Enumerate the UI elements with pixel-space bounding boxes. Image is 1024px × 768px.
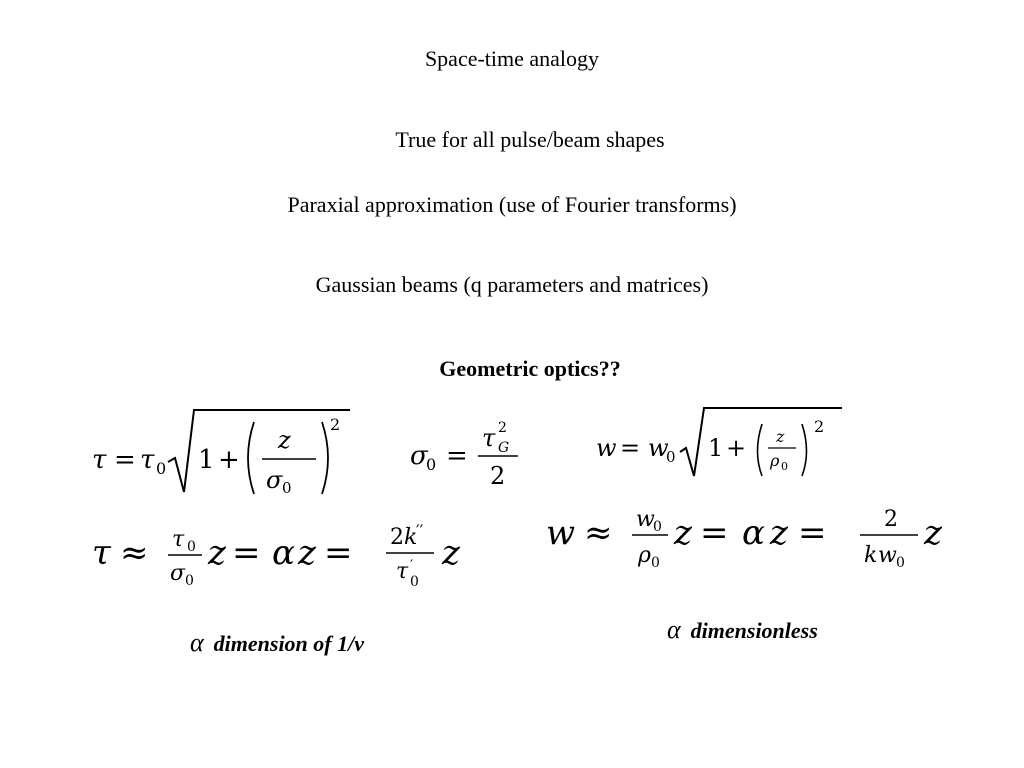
svg-text:w: w (546, 513, 576, 553)
svg-text:τ: τ (482, 424, 496, 452)
point-paraxial: Paraxial approximation (use of Fourier transforms) (287, 192, 737, 217)
alpha-symbol: α (667, 615, 681, 644)
svg-text:=: = (114, 445, 136, 475)
svg-text:τ: τ (92, 533, 111, 573)
svg-text:+: + (218, 445, 240, 475)
note-left-text: dimension of 1/v (213, 631, 364, 656)
equation-sigma-definition (410, 412, 530, 492)
slide-title: Space-time analogy (424, 46, 600, 71)
svg-text:′: ′ (410, 558, 414, 574)
svg-text:z: z (924, 513, 942, 553)
svg-text:z: z (776, 427, 785, 446)
svg-text:0: 0 (781, 460, 788, 473)
svg-text:0: 0 (426, 455, 437, 474)
svg-text:0: 0 (187, 539, 196, 555)
svg-text:0: 0 (156, 459, 167, 478)
point-pulse-shapes: True for all pulse/beam shapes (395, 127, 665, 152)
svg-text:0: 0 (666, 448, 676, 466)
svg-text:0: 0 (185, 573, 194, 589)
svg-text:σ: σ (410, 441, 428, 471)
svg-text:0: 0 (651, 555, 660, 571)
svg-text:z: z (208, 533, 226, 573)
svg-text:=: = (700, 513, 729, 553)
svg-text:2: 2 (390, 525, 404, 550)
point-gaussian-beams: Gaussian beams (q parameters and matrices) (315, 272, 709, 297)
svg-text:τ: τ (396, 559, 409, 584)
svg-text:k: k (404, 525, 418, 550)
svg-text:=: = (446, 441, 468, 471)
svg-text:2: 2 (330, 415, 341, 434)
svg-text:w: w (596, 434, 617, 462)
svg-text:τ: τ (140, 445, 155, 475)
svg-text:G: G (498, 440, 510, 456)
equation-beam-far-field (546, 500, 956, 580)
svg-text:+: + (726, 434, 747, 462)
geometric-optics-question: Geometric optics?? (439, 356, 621, 381)
svg-text:α: α (272, 533, 295, 573)
svg-text:z: z (770, 513, 788, 553)
alpha-symbol: α (190, 628, 204, 657)
svg-text:σ: σ (266, 466, 283, 494)
note-right-text: dimensionless (690, 618, 818, 643)
svg-text:′′: ′′ (416, 521, 424, 540)
svg-text:2: 2 (498, 420, 507, 436)
svg-text:ρ: ρ (638, 543, 651, 568)
svg-text:0: 0 (410, 574, 419, 590)
svg-text:2: 2 (814, 417, 825, 436)
svg-text:τ: τ (172, 527, 185, 552)
svg-text:2: 2 (490, 462, 506, 490)
svg-text:0: 0 (896, 555, 905, 571)
equation-beam-width (596, 404, 846, 484)
svg-text:τ: τ (92, 445, 107, 475)
svg-text:=: = (620, 434, 641, 462)
svg-text:≈: ≈ (120, 533, 149, 573)
note-dimension-of-1-over-v (190, 628, 364, 658)
equation-tau-far-field (92, 514, 482, 594)
svg-text:=: = (798, 513, 827, 553)
svg-text:≈: ≈ (584, 513, 613, 553)
svg-text:2: 2 (884, 507, 898, 532)
svg-text:ρ: ρ (770, 451, 780, 470)
svg-text:z: z (298, 533, 316, 573)
svg-text:1: 1 (708, 434, 724, 462)
svg-text:z: z (674, 513, 692, 553)
svg-text:w: w (648, 434, 669, 462)
svg-text:α: α (742, 513, 765, 553)
svg-text:=: = (324, 533, 353, 573)
svg-text:w: w (636, 507, 655, 532)
svg-text:=: = (232, 533, 261, 573)
svg-text:0: 0 (282, 479, 292, 497)
svg-text:z: z (442, 533, 460, 573)
note-dimensionless (667, 615, 818, 645)
svg-text:w: w (878, 543, 897, 568)
svg-text:1: 1 (198, 445, 215, 475)
svg-text:σ: σ (170, 561, 186, 586)
svg-text:0: 0 (653, 519, 662, 535)
svg-text:k: k (864, 543, 878, 568)
svg-text:z: z (278, 426, 291, 454)
equation-tau-width (92, 404, 352, 500)
